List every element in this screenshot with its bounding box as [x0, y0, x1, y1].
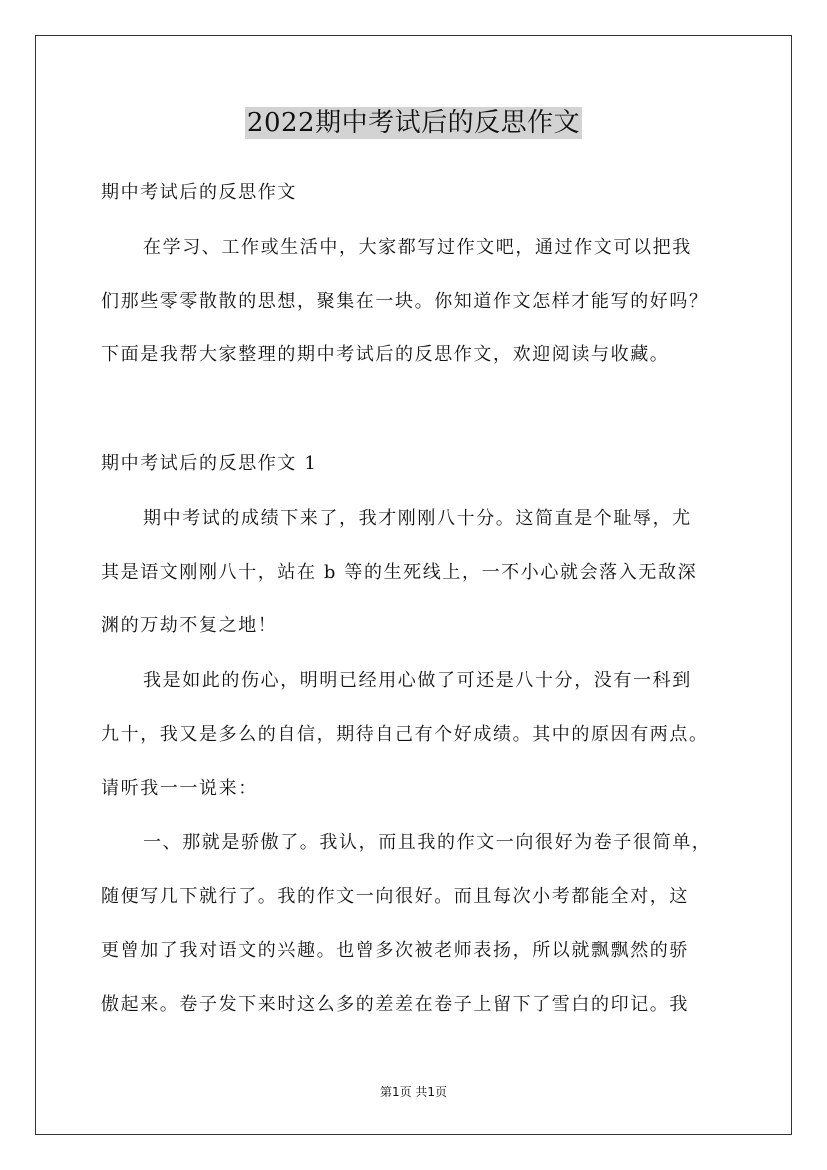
para3-line-3: 更曾加了我对语文的兴趣。也曾多次被老师表扬，所以就飘飘然的骄: [101, 940, 689, 961]
para1-line-2: 其是语文刚刚八十，站在 b 等的生死线上，一不小心就会落入无敌深: [101, 562, 698, 583]
para2-line-2: 九十，我又是多么的自信，期待自己有个好成绩。其中的原因有两点。: [101, 724, 709, 745]
intro-line-3: 下面是我帮大家整理的期中考试后的反思作文，欢迎阅读与收藏。: [101, 344, 670, 365]
para3-line-1: 一、那就是骄傲了。我认，而且我的作文一向很好为卷子很简单，: [143, 832, 712, 853]
para2-line-1: 我是如此的伤心，明明已经用心做了可还是八十分，没有一科到: [143, 670, 692, 691]
intro-line-2: 们那些零零散散的思想，聚集在一块。你知道作文怎样才能写的好吗？: [101, 291, 709, 312]
para2-line-3: 请听我一一说来：: [101, 778, 258, 799]
section-heading: 期中考试后的反思作文 1: [101, 453, 318, 474]
heading: 期中考试后的反思作文: [101, 182, 297, 203]
document-title: 2022期中考试后的反思作文: [246, 108, 581, 138]
intro-line-1: 在学习、工作或生活中，大家都写过作文吧，通过作文可以把我: [143, 237, 692, 258]
page-footer: 第1页 共1页: [379, 1085, 448, 1099]
para1-line-3: 渊的万劫不复之地！: [101, 615, 278, 636]
para1-line-1: 期中考试的成绩下来了，我才刚刚八十分。这简直是个耻辱，尤: [143, 508, 692, 529]
para3-line-4: 傲起来。卷子发下来时这么多的差差在卷子上留下了雪白的印记。我: [101, 994, 689, 1015]
para3-line-2: 随便写几下就行了。我的作文一向很好。而且每次小考都能全对，这: [101, 886, 689, 907]
